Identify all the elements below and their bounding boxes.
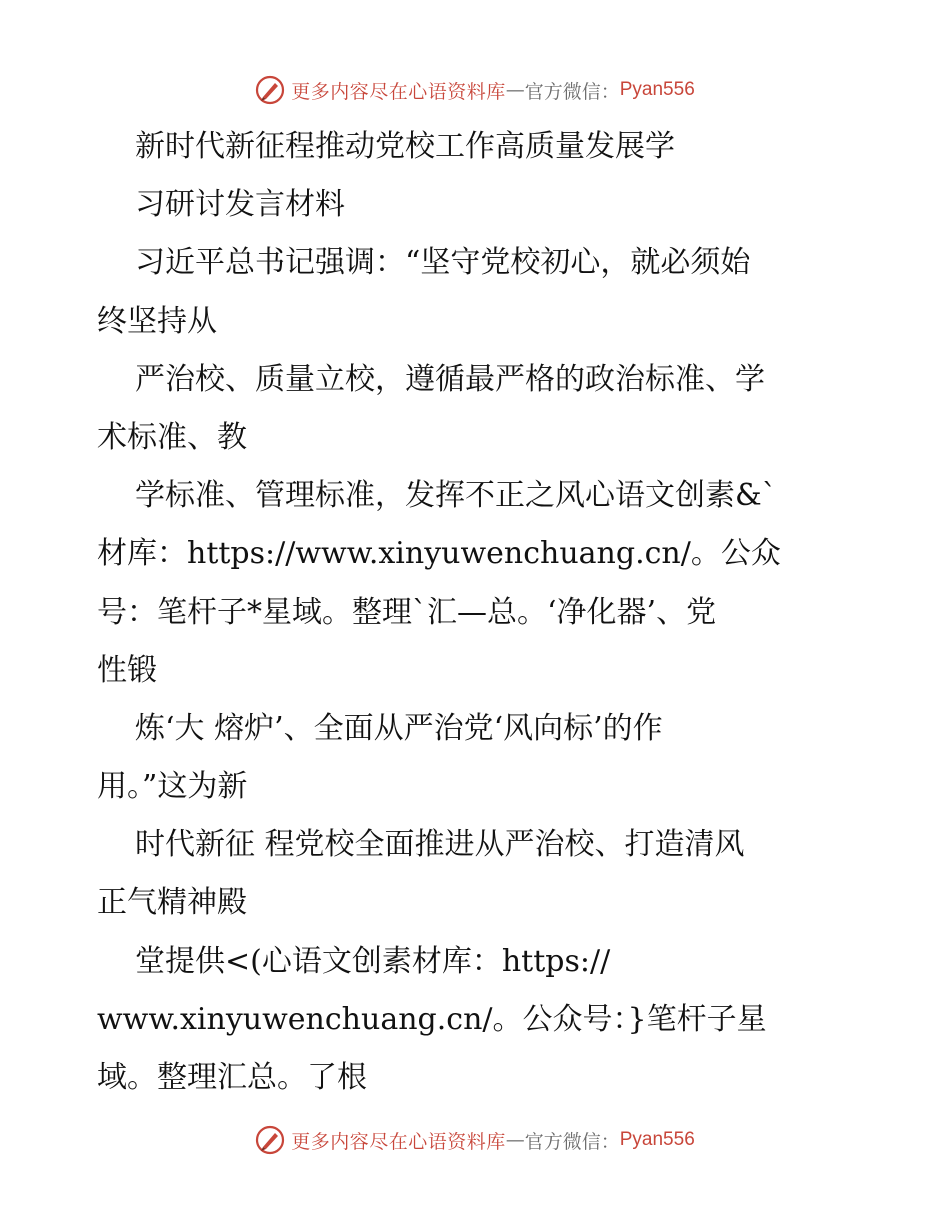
banner-separator: — — [505, 1129, 525, 1151]
banner-contact-label: 官方微信： — [524, 80, 620, 103]
paragraph-line: 习近平总书记强调：“坚守党校初心，就必须始 — [135, 245, 751, 281]
paragraph-line: 学标准、管理标准，发挥不正之风心语文创素&` — [135, 478, 777, 514]
paragraph-line: 材库：https://www.xinyuwenchuang.cn/。公众 — [97, 536, 781, 572]
paragraph-line: 正气精神殿 — [97, 885, 247, 921]
pen-circle-logo-icon — [255, 1125, 285, 1155]
header-banner — [0, 70, 950, 110]
banner-contact-id: Pyan556 — [619, 79, 695, 100]
paragraph-line: 用。”这为新 — [97, 769, 248, 805]
paragraph-line: 时代新征 程党校全面推进从严治校、打造清风 — [135, 827, 745, 863]
banner-contact-id: Pyan556 — [619, 1129, 695, 1150]
paragraph-line: 术标准、教 — [97, 419, 247, 455]
paragraph-line: 严治校、质量立校，遵循最严格的政治标准、学 — [135, 361, 765, 397]
paragraph-line: 号：笔杆子*星域。整理`汇—总。‘净化器’、党 — [97, 594, 717, 630]
banner-separator: — — [505, 79, 525, 101]
banner-promo-text: 更多内容尽在心语资料库 — [291, 80, 506, 103]
paragraph-line: 域。整理汇总。了根 — [97, 1060, 367, 1095]
banner-contact-label: 官方微信： — [524, 1130, 620, 1153]
paragraph-line: 炼‘大 熔炉’、全面从严治党‘风向标’的作 — [135, 710, 663, 746]
paragraph-line: www.xinyuwenchuang.cn/。公众号：}笔杆子星 — [97, 1001, 767, 1037]
paragraph-line: 终坚持从 — [97, 303, 217, 339]
document-body — [97, 118, 857, 1107]
title-line-2: 习研讨发言材料 — [135, 187, 345, 223]
footer-banner — [0, 1120, 950, 1160]
pen-circle-logo-icon — [255, 75, 285, 105]
title-line-1: 新时代新征程推动党校工作高质量发展学 — [135, 129, 675, 164]
paragraph-line: 性锻 — [97, 652, 157, 688]
banner-promo-text: 更多内容尽在心语资料库 — [291, 1130, 506, 1153]
paragraph-line: 堂提供<(心语文创素材库：https:// — [135, 943, 611, 979]
